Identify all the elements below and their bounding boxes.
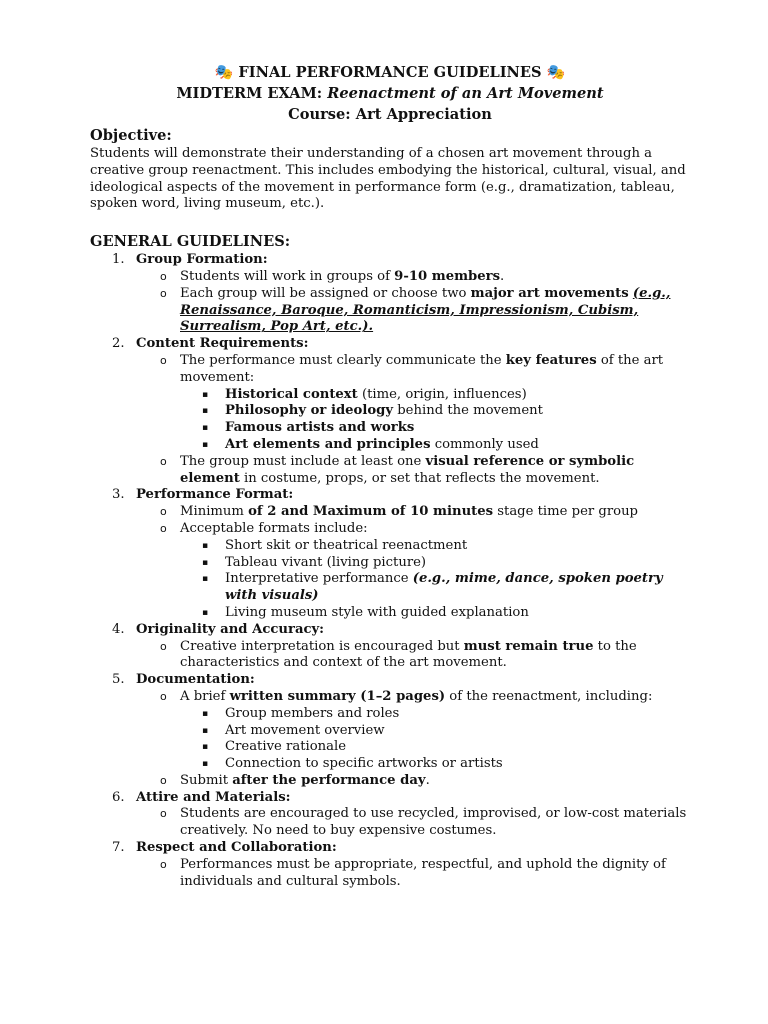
bold-span: Famous artists and works xyxy=(225,420,415,436)
sub-sub-list xyxy=(180,387,690,454)
midterm-title: Reenactment of an Art Movement xyxy=(327,85,604,102)
list-item xyxy=(180,538,690,555)
list-item xyxy=(180,387,690,404)
text-span: to the characteristics and context of the art movement. xyxy=(180,638,637,671)
list-item xyxy=(136,773,690,790)
spacer xyxy=(90,213,690,231)
sub-list xyxy=(136,269,690,336)
square-bullet-icon: ▪ xyxy=(202,725,209,736)
objective-text: Students will demonstrate their understanding of a chosen art movement through a creative group reenactment. This includes embodying the historical, cultural, visual, and ideological aspects of the movement in performance form (e.g., dramatization, tableau, spoken word, living museum, etc.). xyxy=(90,146,686,212)
examples-span: (e.g., Renaissance, Baroque, Romanticism, Impressionism, Cubism, Surrealism, Pop Art, etc.). xyxy=(180,285,671,335)
text-span: Connection to specific artworks or artists xyxy=(225,756,503,772)
square-bullet-icon: ▪ xyxy=(202,406,209,417)
text-span: . xyxy=(500,268,505,284)
text-span: in costume, props, or set that reflects the movement. xyxy=(239,470,600,486)
section-title: Documentation: xyxy=(136,672,255,688)
list-item xyxy=(180,756,690,773)
list-item xyxy=(90,622,690,672)
section-title: Respect and Collaboration: xyxy=(136,840,337,856)
item-number: 1. xyxy=(112,252,125,268)
item-number: 4. xyxy=(112,621,125,637)
section-title: Performance Format: xyxy=(136,487,294,503)
circle-bullet-icon: o xyxy=(160,286,167,300)
midterm-prefix: MIDTERM EXAM: xyxy=(176,85,328,102)
document-title xyxy=(90,62,690,83)
bold-span: Philosophy or ideology xyxy=(225,403,394,419)
list-item xyxy=(136,639,690,673)
list-item xyxy=(136,857,690,891)
bold-span: major art movements xyxy=(470,285,629,301)
text-span: Group members and roles xyxy=(225,705,400,721)
bold-span: key features xyxy=(505,352,597,368)
sub-list xyxy=(136,353,690,487)
sub-list xyxy=(136,639,690,673)
text-span: (time, origin, influences) xyxy=(357,386,527,402)
sub-list xyxy=(136,689,690,790)
text-span: . xyxy=(425,772,430,788)
text-span: Students will work in groups of xyxy=(180,268,395,284)
section-title: Content Requirements: xyxy=(136,336,309,352)
list-item xyxy=(90,487,690,621)
item-number: 7. xyxy=(112,840,125,856)
list-item xyxy=(136,269,690,286)
list-item xyxy=(136,353,690,454)
sub-list xyxy=(136,806,690,840)
bold-span: after the performance day xyxy=(232,772,426,788)
circle-bullet-icon: o xyxy=(160,773,167,787)
bold-italic-span: (e.g., mime, dance, spoken poetry with visuals) xyxy=(225,571,663,604)
square-bullet-icon: ▪ xyxy=(202,423,209,434)
circle-bullet-icon: o xyxy=(160,454,167,468)
list-item xyxy=(180,437,690,454)
list-item xyxy=(180,420,690,437)
text-span: stage time per group xyxy=(493,504,639,520)
guidelines-list xyxy=(90,252,690,890)
text-span: The group must include at least one xyxy=(180,453,426,469)
bold-span: written summary (1–2 pages) xyxy=(229,688,446,704)
list-item xyxy=(180,739,690,756)
list-item xyxy=(180,706,690,723)
list-item xyxy=(90,672,690,790)
list-item xyxy=(180,555,690,572)
course-heading: Course: Art Appreciation xyxy=(288,106,492,123)
text-span: The performance must clearly communicate the xyxy=(180,352,506,368)
text-span: A brief xyxy=(180,688,230,704)
text-span: commonly used xyxy=(430,436,539,452)
circle-bullet-icon: o xyxy=(160,353,167,367)
list-item xyxy=(180,723,690,740)
bold-span: of 2 and Maximum of 10 minutes xyxy=(248,504,494,520)
list-item xyxy=(90,336,690,487)
sub-list xyxy=(136,504,690,622)
square-bullet-icon: ▪ xyxy=(202,708,209,719)
section-title: Group Formation: xyxy=(136,252,268,268)
text-span: Short skit or theatrical reenactment xyxy=(225,537,468,553)
text-span: Creative rationale xyxy=(225,739,347,755)
item-number: 2. xyxy=(112,336,125,352)
circle-bullet-icon: o xyxy=(160,521,167,535)
document-page xyxy=(90,62,690,890)
text-span: of the reenactment, including: xyxy=(445,688,653,704)
square-bullet-icon: ▪ xyxy=(202,439,209,450)
text-span: Submit xyxy=(180,772,233,788)
performing-arts-masks-icon: 🎭 xyxy=(546,63,566,81)
bold-span: visual reference or symbolic element xyxy=(180,453,635,486)
list-item xyxy=(180,571,690,605)
item-number: 6. xyxy=(112,789,125,805)
circle-bullet-icon: o xyxy=(160,269,167,283)
text-span: Acceptable formats include: xyxy=(180,520,368,536)
list-item xyxy=(90,790,690,840)
performing-arts-masks-icon: 🎭 xyxy=(214,63,234,81)
square-bullet-icon: ▪ xyxy=(202,574,209,585)
title-text: FINAL PERFORMANCE GUIDELINES xyxy=(238,64,542,81)
list-item xyxy=(180,403,690,420)
text-span: Minimum xyxy=(180,504,249,520)
sub-sub-list xyxy=(180,706,690,773)
text-span: Tableau vivant (living picture) xyxy=(225,554,427,570)
sub-list xyxy=(136,857,690,891)
square-bullet-icon: ▪ xyxy=(202,557,209,568)
text-span: Art movement overview xyxy=(225,722,385,738)
guidelines-heading: GENERAL GUIDELINES: xyxy=(90,233,291,251)
list-item xyxy=(136,454,690,488)
square-bullet-icon: ▪ xyxy=(202,389,209,400)
list-item xyxy=(90,840,690,890)
midterm-heading xyxy=(90,83,690,104)
square-bullet-icon: ▪ xyxy=(202,759,209,770)
text-span: Students are encouraged to use recycled, improvised, or low-cost materials creatively. No need to buy expensive costumes. xyxy=(180,806,687,839)
bold-span: must remain true xyxy=(463,638,594,654)
circle-bullet-icon: o xyxy=(160,807,167,821)
circle-bullet-icon: o xyxy=(160,639,167,653)
list-item xyxy=(136,504,690,521)
bold-span: 9-10 members xyxy=(394,268,501,284)
text-span: Performances must be appropriate, respectful, and uphold the dignity of individuals and cultural symbols. xyxy=(180,856,666,889)
text-span: Each group will be assigned or choose two xyxy=(180,285,471,301)
sub-sub-list xyxy=(180,538,690,622)
circle-bullet-icon: o xyxy=(160,505,167,519)
list-item xyxy=(136,689,690,773)
text-span: of the art movement: xyxy=(180,352,664,385)
square-bullet-icon: ▪ xyxy=(202,540,209,551)
bold-span: Historical context xyxy=(225,386,358,402)
circle-bullet-icon: o xyxy=(160,689,167,703)
list-item xyxy=(180,605,690,622)
list-item xyxy=(90,252,690,336)
list-item xyxy=(136,806,690,840)
text-span: Living museum style with guided explanation xyxy=(225,604,529,620)
section-title: Attire and Materials: xyxy=(136,789,291,805)
objective-heading: Objective: xyxy=(90,127,172,144)
circle-bullet-icon: o xyxy=(160,857,167,871)
square-bullet-icon: ▪ xyxy=(202,742,209,753)
bold-span: Art elements and principles xyxy=(225,436,431,452)
item-number: 5. xyxy=(112,672,125,688)
list-item xyxy=(136,521,690,622)
section-title: Originality and Accuracy: xyxy=(136,621,325,637)
text-span: Creative interpretation is encouraged but xyxy=(180,638,464,654)
text-span: behind the movement xyxy=(393,403,543,419)
item-number: 3. xyxy=(112,487,125,503)
square-bullet-icon: ▪ xyxy=(202,607,209,618)
list-item xyxy=(136,286,690,336)
text-span: Interpretative performance xyxy=(225,571,413,587)
